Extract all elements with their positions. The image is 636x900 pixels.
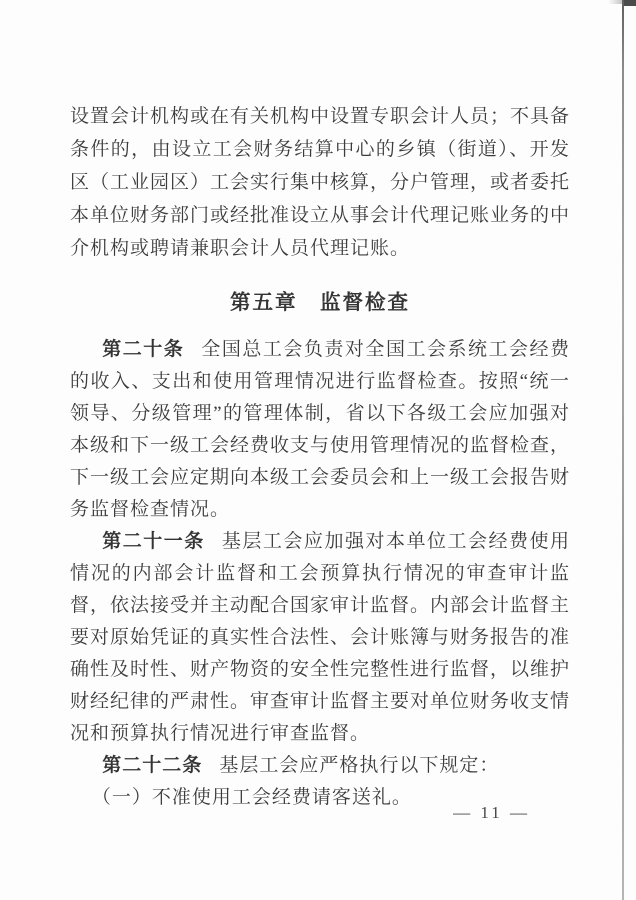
- article-number: 第二十一条: [102, 531, 205, 552]
- article-text: 全国总工会负责对全国工会系统工会经费的收入、支出和使用管理情况进行监督检查。按照“统一领导、分级管理”的管理体制，省以下各级工会应加强对本级和下一级工会经费收支与使用管理情况的监督检查，下一级工会应定期向本级工会委员会和上一级工会报告财务监督检查情况。: [70, 339, 571, 520]
- paragraph-article-22: [70, 750, 570, 782]
- document-body: [70, 100, 570, 814]
- article-number: 第二十条: [102, 339, 185, 360]
- chapter-heading: 第五章 监督检查: [230, 292, 410, 314]
- scan-edge-line: [622, 0, 624, 900]
- article-text: 基层工会应严格执行以下规定：: [219, 755, 500, 776]
- paragraph-article-21: [70, 526, 570, 750]
- paragraph-article-20: [70, 334, 570, 526]
- scan-corner-mark: [624, 0, 636, 6]
- list-item-1: （一）不准使用工会经费请客送礼。: [91, 787, 412, 808]
- paragraph-intro: 设置会计机构或在有关机构中设置专职会计人员；不具备条件的，由设立工会财务结算中心的乡镇（街道）、开发区（工业园区）工会实行集中核算，分户管理，或者委托本单位财务部门或经批准设立从事会计代理记账业务的中介机构或聘请兼职会计人员代理记账。: [70, 106, 571, 259]
- article-text: 基层工会应加强对本单位工会经费使用情况的内部会计监督和工会预算执行情况的审查审计监督，依法接受并主动配合国家审计监督。内部会计监督主要对原始凭证的真实性合法性、会计账簿与财务报告的准确性及时性、财产物资的安全性完整性进行监督，以维护财经纪律的严肃性。审查审计监督主要对单位财务收支情况和预算执行情况进行审查监督。: [70, 531, 571, 744]
- article-number: 第二十二条: [102, 755, 203, 776]
- page-number: — 11 —: [453, 803, 530, 822]
